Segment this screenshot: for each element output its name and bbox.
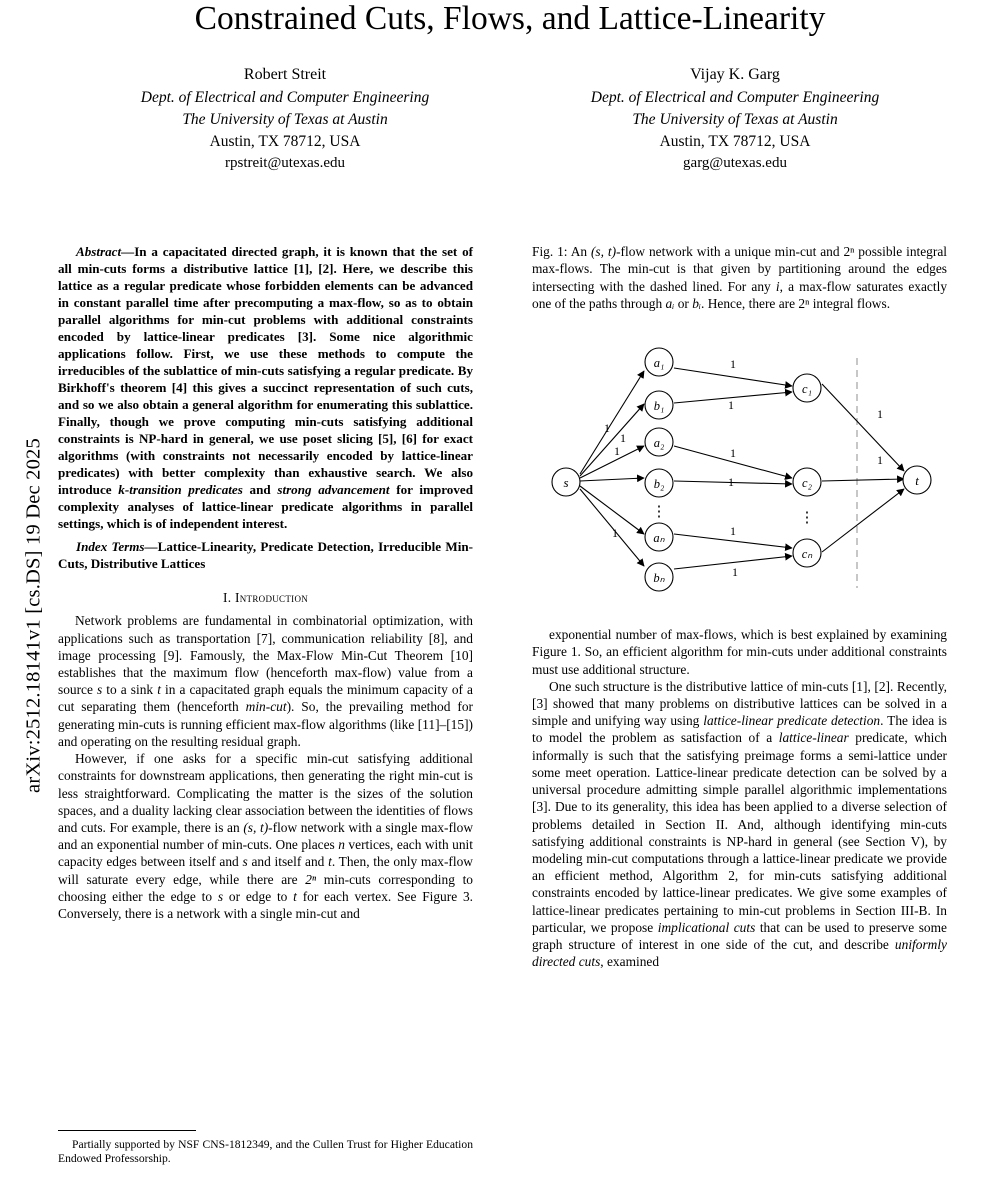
abstract-emph-1: k-transition predicates bbox=[118, 482, 243, 498]
abstract-text: In a capacitated directed graph, it is known that the set of all min-cuts forms a distributive lattice [1], [2]. Here, we describe this lattice as a regular predicate whose forbidden elements can be advanced in constant parallel time after precomputing a max-flow, so as to obtain parallel algorithms for min-cut problems with additional constraints encoded by lattice-linear predicates [3]. Some nice algorithmic applications follow. First, we use these methods to compute the irreducibles of the sublattice of min-cuts satisfying a regular predicate. By Birkhoff's theorem [4] this gives a succinct representation of such cuts, and so we also obtain a general algorithm for enumerating this sublattice. Finally, though we prove computing min-cuts satisfying additional constraints is NP-hard in general, we use poset slicing [5], [6] for exact algorithms (with constraints not necessarily encoded by lattice-linear predicates) with better complexity than exhaustive search. We also introduce bbox=[58, 244, 473, 498]
edge-label-bn-cn: 1 bbox=[732, 565, 738, 580]
math-st: (s, t) bbox=[590, 244, 617, 259]
math-two-to-n: 2ⁿ bbox=[843, 244, 855, 259]
arxiv-stamp: arXiv:2512.18141v1 [cs.DS] 19 Dec 2025 bbox=[22, 438, 45, 793]
edge-label-s-a2: 1 bbox=[614, 444, 620, 459]
math-t: t bbox=[157, 682, 161, 698]
author-univ: The University of Texas at Austin bbox=[182, 110, 388, 128]
text-run: to a sink bbox=[102, 682, 158, 698]
edge-label-an-cn: 1 bbox=[730, 524, 736, 539]
abstract-emph-2: strong advancement bbox=[277, 482, 390, 498]
node-label-c1: c₁ bbox=[802, 382, 812, 397]
node-bn bbox=[645, 563, 673, 591]
text-run: or bbox=[674, 295, 693, 311]
edge-label-a2-c2: 1 bbox=[730, 446, 736, 461]
right-paragraph-2 bbox=[532, 678, 947, 971]
abstract-tail: for improved complexity analyses of lattice-linear predicate algorithms in parallel settings, which is of independent interest. bbox=[58, 482, 473, 532]
node-label-s: s bbox=[563, 475, 569, 491]
math-s: s bbox=[242, 854, 248, 870]
author-name: Robert Streit bbox=[243, 66, 327, 83]
author-email: garg@utexas.edu bbox=[683, 154, 787, 171]
edge-s-a2 bbox=[580, 446, 644, 478]
node-label-bn: bₙ bbox=[653, 571, 665, 586]
footnote: Partially supported by NSF CNS-1812349, and the Cullen Trust for Higher Education Endowed Professorship. bbox=[58, 1138, 473, 1166]
author-2 bbox=[510, 64, 960, 174]
edge-cn-t bbox=[822, 489, 904, 552]
author-univ: The University of Texas at Austin bbox=[632, 110, 838, 128]
index-terms-label: Index Terms— bbox=[76, 539, 158, 555]
author-city: Austin, TX 78712, USA bbox=[209, 132, 361, 150]
text-run: Network problems are fundamental in combinatorial optimization, with applications such as transportation [7], communication reliability [8], and image processing [9]. Famously, the Max-Flow Min-Cut Theorem [10] establishes that the maximum flow (henceforth max-flow) value from a source bbox=[58, 613, 473, 698]
vdots-left: ⋮ bbox=[651, 504, 667, 521]
text-run: , a max-flow saturates exactly one of the paths through bbox=[532, 278, 948, 311]
text-run: However, if one asks for a specific min-cut satisfying additional constraints for downstream applications, then generating the right min-cut is less straightforward. Complicating the matter is the sizes of the solution spaces, and a duality lacking clear association between the identities of flows and cuts. For example, there is an bbox=[58, 751, 473, 835]
abstract-mid-1: and bbox=[242, 482, 278, 498]
math-s: s bbox=[97, 682, 103, 698]
abstract-label: Abstract— bbox=[76, 244, 135, 259]
emph-lattice-linear: lattice-linear bbox=[778, 730, 849, 746]
node-b2 bbox=[645, 469, 673, 497]
author-city: Austin, TX 78712, USA bbox=[659, 132, 811, 150]
text-run: Fig. 1: An bbox=[532, 244, 591, 259]
index-terms-text: Lattice-Linearity, Predicate Detection, Irreducible Min-Cuts, Distributive Lattices bbox=[58, 539, 473, 572]
text-run: . The idea is to model the problem as satisfaction of a bbox=[532, 713, 948, 746]
edge-s-b1 bbox=[580, 404, 644, 476]
text-run: that can be used to preserve some graph structure of interest in one side of the cut, and describe bbox=[532, 919, 947, 953]
edge-s-a1 bbox=[580, 371, 644, 474]
emph-lattice-linear-predicate-detection: lattice-linear predicate detection bbox=[703, 713, 881, 729]
text-run: One such structure is the distributive lattice of min-cuts [1], [2]. Recently, [3] showed that many problems on distributive lattices can be solved in a simple and unifying way using bbox=[532, 678, 947, 729]
section-heading-introduction: I. Introduction bbox=[222, 590, 309, 606]
text-run: ). So, the prevailing method for generating min-cuts is running efficient max-flow algorithms (like [11]–[15]) and operating on the resulting residual graph. bbox=[58, 699, 474, 749]
edge-label-b1-c1: 1 bbox=[728, 398, 734, 413]
edge-s-b2 bbox=[580, 478, 644, 481]
math-b-i: bᵢ bbox=[692, 295, 702, 311]
figure-1-caption bbox=[532, 243, 947, 312]
page-title: Constrained Cuts, Flows, and Lattice-Linearity bbox=[194, 0, 826, 37]
edge-c1-t bbox=[822, 384, 904, 471]
node-label-a2: a₂ bbox=[653, 436, 665, 451]
left-column bbox=[58, 243, 473, 922]
author-name: Vijay K. Garg bbox=[690, 66, 780, 83]
author-dept: Dept. of Electrical and Computer Engineering bbox=[590, 88, 880, 106]
text-run: possible integral max-flows. The min-cut is that given by partitioning around the edges intersecting with the dashed lined. For any bbox=[532, 244, 948, 294]
right-column bbox=[532, 243, 947, 971]
vdots-right: ⋮ bbox=[799, 510, 815, 527]
edge-label-c1-t: 1 bbox=[877, 407, 883, 422]
math-i: i bbox=[775, 278, 780, 294]
author-1 bbox=[60, 64, 510, 174]
author-block bbox=[60, 64, 960, 174]
math-s: s bbox=[217, 888, 224, 904]
node-c2 bbox=[793, 468, 821, 496]
node-c1 bbox=[793, 374, 821, 402]
text-run: and itself and bbox=[247, 854, 329, 870]
text-run: predicate, which informally is such that the satisfying preimage forms a semi-lattice under some meet operation. Lattice-linear predicate detection can be solved by a universal procedure admitting simple parallel algorithmic implementations [3]. Due to its generality, this idea has been applied to a diverse selection of problems detailed in Section II. And, although identifying min-cuts satisfying additional constraints is NP-hard in general (see Section V), by modeling min-cut computations through a lattice-linear predicate we provide an efficient method, Algorithm 2, for min-cuts satisfying additional constraints encoded by lattice-linear predicates. We give some examples of lattice-linear predicates pertaining to min-cut problems in Section III-B. In particular, we propose bbox=[532, 730, 947, 935]
node-label-a1: a₁ bbox=[653, 356, 665, 371]
math-t: t bbox=[328, 854, 332, 870]
node-label-t: t bbox=[915, 473, 919, 489]
node-a1 bbox=[645, 348, 673, 376]
edge-label-s-b1: 1 bbox=[620, 431, 626, 446]
author-email: rpstreit@utexas.edu bbox=[224, 154, 346, 171]
flow-network-diagram bbox=[532, 326, 947, 626]
node-label-c2: c₂ bbox=[802, 476, 812, 491]
edge-label-b2-c2: 1 bbox=[728, 475, 734, 490]
node-an bbox=[645, 523, 673, 551]
node-label-an: aₙ bbox=[653, 531, 665, 546]
author-dept: Dept. of Electrical and Computer Engineering bbox=[140, 88, 430, 106]
node-label-cn: cₙ bbox=[801, 547, 813, 562]
node-a2 bbox=[645, 428, 673, 456]
node-t bbox=[903, 466, 931, 494]
text-run: . Then, the only max-flow will saturate every edge, while there are bbox=[58, 854, 473, 887]
text-run: . Hence, there are bbox=[701, 295, 799, 311]
intro-paragraph-1 bbox=[58, 612, 473, 750]
intro-paragraph-2 bbox=[58, 750, 473, 922]
node-label-b1: b₁ bbox=[653, 399, 665, 414]
node-label-b2: b₂ bbox=[653, 477, 665, 492]
math-t: t bbox=[293, 888, 297, 904]
edge-c2-t bbox=[822, 479, 904, 481]
text-run: , examined bbox=[600, 954, 660, 970]
edge-label-a1-c1: 1 bbox=[730, 357, 736, 372]
text-run: for each vertex. See Figure 3. Conversely, there is a network with a single min-cut and bbox=[58, 888, 473, 922]
edge-label-c2-t: 1 bbox=[877, 453, 883, 468]
emph-mincut: min-cut bbox=[245, 699, 287, 715]
text-run: min-cuts corresponding to choosing either the edge to bbox=[58, 871, 473, 904]
footnote-divider bbox=[58, 1130, 196, 1131]
text-run: or edge to bbox=[223, 888, 294, 904]
text-run: integral flows. bbox=[809, 295, 891, 311]
math-st: (s, t) bbox=[243, 820, 269, 835]
right-paragraph-1: exponential number of max-flows, which is best explained by examining Figure 1. So, an efficient algorithm for min-cuts under additional constraints must use additional structure. bbox=[532, 627, 947, 677]
text-run: -flow network with a unique min-cut and bbox=[616, 244, 844, 259]
edge-label-s-a1: 1 bbox=[604, 421, 610, 436]
math-a-i: aᵢ bbox=[665, 295, 675, 311]
figure-1-graphic bbox=[532, 326, 947, 626]
math-n: n bbox=[338, 837, 345, 853]
edge-label-s-an: 1 bbox=[612, 526, 618, 541]
node-s bbox=[552, 468, 580, 496]
index-terms bbox=[58, 538, 473, 572]
abstract bbox=[58, 243, 473, 532]
emph-implicational-cuts: implicational cuts bbox=[657, 919, 756, 935]
math-two-to-n: 2ⁿ bbox=[798, 295, 810, 311]
text-run: in a capacitated graph equals the minimum capacity of a cut separating them (henceforth bbox=[58, 682, 473, 715]
text-run: vertices, each with unit capacity edges between itself and bbox=[58, 837, 473, 870]
text-run: -flow network with a single max-flow and an exponential number of min-cuts. One places bbox=[58, 820, 474, 853]
math-two-to-n: 2ⁿ bbox=[305, 871, 317, 887]
node-b1 bbox=[645, 391, 673, 419]
node-cn bbox=[793, 539, 821, 567]
emph-uniformly-directed-cuts: uniformly directed cuts bbox=[532, 937, 947, 970]
